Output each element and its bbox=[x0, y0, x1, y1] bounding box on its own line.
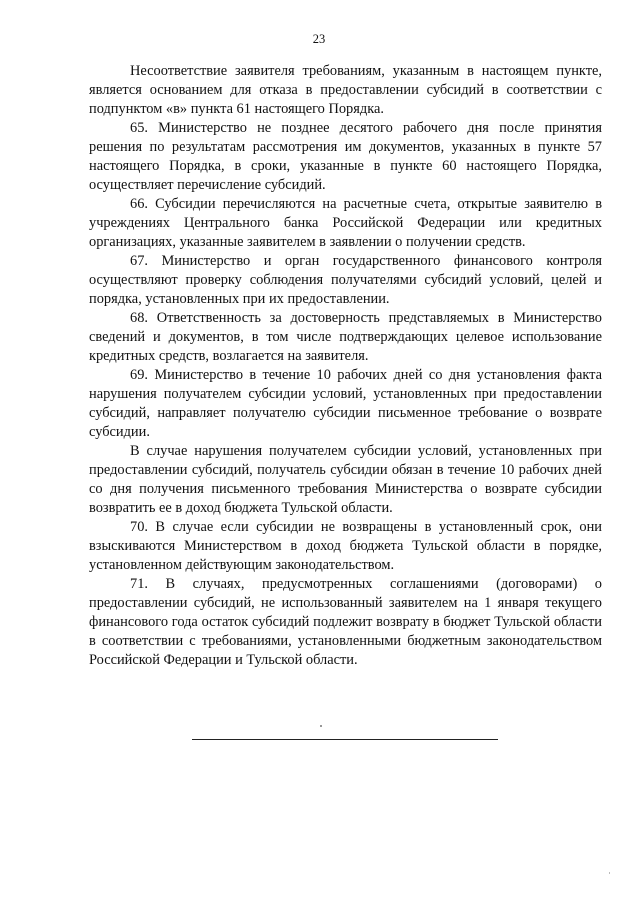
scan-speck bbox=[609, 872, 610, 874]
paragraph-69-second: В случае нарушения получателем субсидии условий, установленных при предоставлении субсидий, получатель субсидии обязан в течение 10 рабочих дней со дня получения письменного требования Министерства о возврате субсидии возвратить ее в доход бюджета Тульской области. bbox=[89, 443, 602, 516]
paragraph-66: 66. Субсидии перечисляются на расчетные счета, открытые заявителю в учреждениях Центрального банка Российской Федерации или кредитных организациях, указанные заявителем в заявлении о получении средств. bbox=[89, 196, 602, 250]
paragraph-71: 71. В случаях, предусмотренных соглашениями (договорами) о предоставлении субсидий, не использованный заявителем на 1 января текущего финансового года остаток субсидий подлежит возврату в бюджет Тульской области в соответствии с требованиями, установленными бюджетным законодательством Российской Федерации и Тульской области. bbox=[89, 576, 602, 668]
paragraph-67: 67. Министерство и орган государственного финансового контроля осуществляют проверку соблюдения получателями субсидий условий, целей и порядка, установленных при их предоставлении. bbox=[89, 253, 602, 307]
end-of-text-rule bbox=[192, 739, 498, 740]
paragraph-70: 70. В случае если субсидии не возвращены в установленный срок, они взыскиваются Министерством в доход бюджета Тульской области в порядке, установленном действующим законодательством. bbox=[89, 519, 602, 573]
paragraph-64-continuation: Несоответствие заявителя требованиям, указанным в настоящем пункте, является основанием для отказа в предоставлении субсидий в соответствии с подпунктом «в» пункта 61 настоящего Порядка. bbox=[89, 63, 602, 117]
page-number: 23 bbox=[312, 32, 326, 46]
paragraph-65: 65. Министерство не позднее десятого рабочего дня после принятия решения по результатам рассмотрения им документов, указанных в пункте 57 настоящего Порядка, в сроки, указанные в пункте 60 настоящего Порядка, осуществляет перечисление субсидий. bbox=[89, 120, 602, 193]
paragraph-68: 68. Ответственность за достоверность представляемых в Министерство сведений и документов, в том числе подтверждающих целевое использование кредитных средств, возлагается на заявителя. bbox=[89, 310, 602, 364]
paragraph-69: 69. Министерство в течение 10 рабочих дней со дня установления факта нарушения получателем субсидии условий, установленных при предоставлении субсидий, направляет получателю субсидии письменное требование о возврате субсидии. bbox=[89, 367, 602, 440]
separator-dot bbox=[320, 725, 322, 727]
document-body bbox=[89, 62, 602, 670]
